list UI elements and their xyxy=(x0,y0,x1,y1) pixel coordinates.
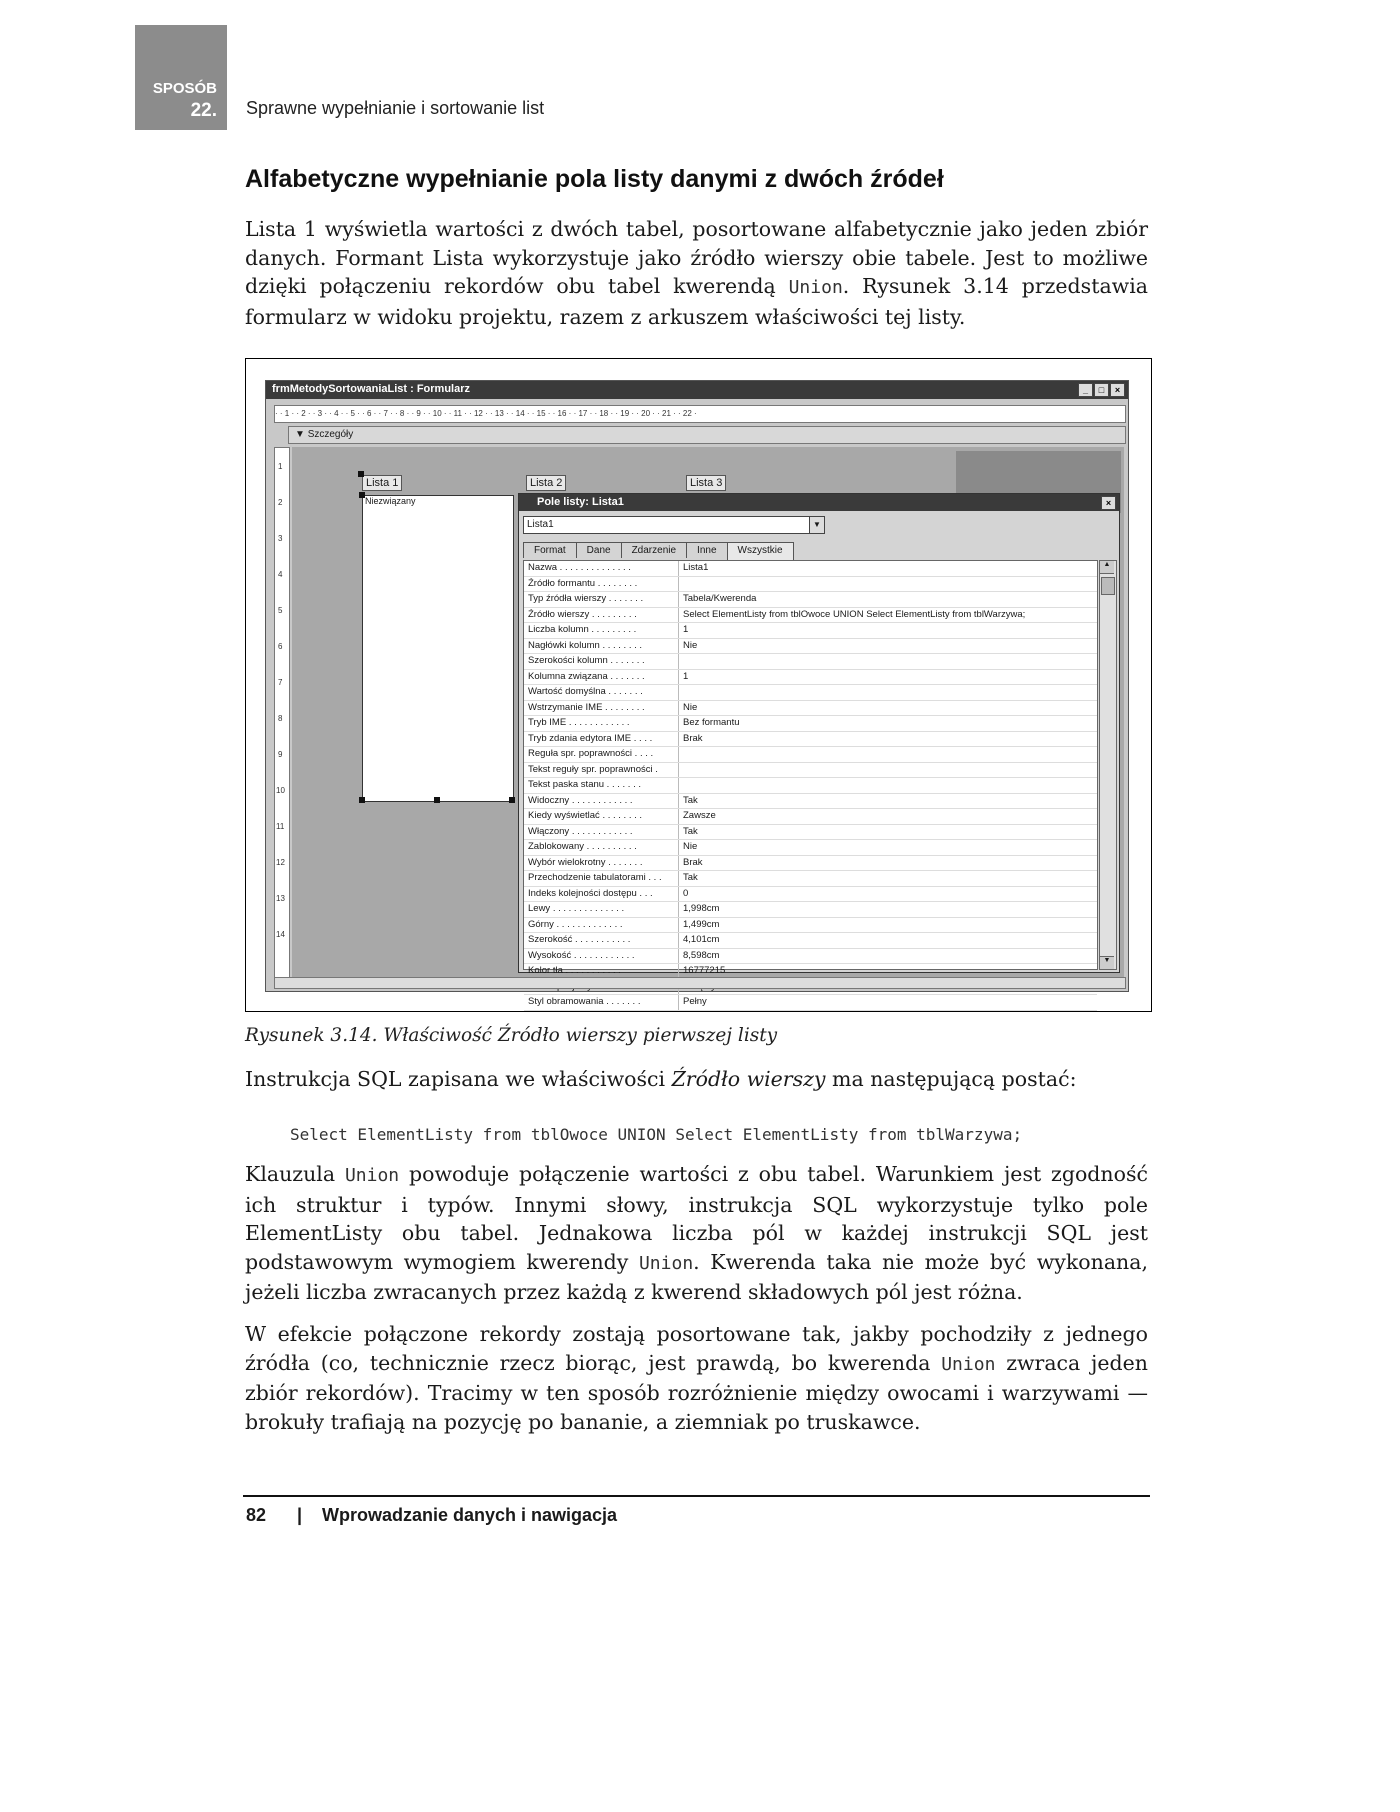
vruler-mark: 10 xyxy=(276,786,285,795)
sql-intro-text-2: ma następującą postać: xyxy=(825,1067,1077,1091)
property-row[interactable] xyxy=(524,809,1097,825)
selection-handle[interactable] xyxy=(359,492,365,498)
label-lista-2[interactable]: Lista 2 xyxy=(526,475,566,491)
property-row[interactable] xyxy=(524,918,1097,934)
property-row[interactable] xyxy=(524,701,1097,717)
object-selector[interactable] xyxy=(523,516,825,534)
tab-dane[interactable]: Dane xyxy=(576,542,622,558)
para2-text-2: powoduje połączenie wartości z obu tabel. Warunkiem jest zgodność ich struktur i typów. Innymi słowy, instrukcja SQL wykorzystuje tylko pole ElementListy obu tabel. Jednakowa liczba pól w każdej instrukcji SQL jest podstawowym wymogiem kwerendy xyxy=(245,1162,1148,1274)
property-value[interactable]: Tak xyxy=(683,872,698,883)
property-row[interactable] xyxy=(524,949,1097,965)
property-sheet-titlebar xyxy=(519,494,1119,511)
property-row[interactable] xyxy=(524,933,1097,949)
chapter-tab xyxy=(135,25,227,130)
selection-handle[interactable] xyxy=(434,797,440,803)
property-value[interactable]: 0 xyxy=(683,887,689,899)
property-name: Zablokowany . . . . . . . . . . xyxy=(524,840,679,855)
window-titlebar xyxy=(266,381,1128,399)
window-title: frmMetodySortowaniaList : Formularz xyxy=(272,383,471,395)
intro-text-2: . Rysunek 3.14 przedstawia formularz w widoku projektu, razem z arkuszem właściwości tej listy. xyxy=(245,274,1148,329)
property-row[interactable] xyxy=(524,856,1097,872)
property-row[interactable] xyxy=(524,840,1097,856)
para2-code-2: Union xyxy=(638,1252,694,1274)
property-name: Nazwa . . . . . . . . . . . . . . xyxy=(524,561,679,576)
para3-code: Union xyxy=(941,1353,996,1375)
sql-intro-text-1: Instrukcja SQL zapisana we właściwości xyxy=(245,1067,672,1091)
property-row[interactable] xyxy=(524,825,1097,841)
property-row[interactable] xyxy=(524,623,1097,639)
para2-text-3: . Kwerenda taka nie może być wykonana, jeżeli liczba zwracanych przez każdą z kwerend składowych pól jest różna. xyxy=(245,1249,1148,1304)
property-name: Górny . . . . . . . . . . . . . xyxy=(524,918,679,933)
property-name: Włączony . . . . . . . . . . . . xyxy=(524,825,679,840)
close-icon[interactable]: × xyxy=(1110,383,1125,397)
tab-label: SPOSÓB xyxy=(152,80,217,97)
property-name: Kolor tła . . . . . . . . . . . xyxy=(524,964,679,979)
property-sheet-title: Pole listy: Lista1 xyxy=(537,496,624,508)
property-value[interactable]: Select ElementListy from tblOwoce UNION Select ElementListy from tblWarzywa; xyxy=(683,608,1026,620)
footer-separator: | xyxy=(297,1505,303,1525)
property-row[interactable] xyxy=(524,592,1097,608)
tab-format[interactable]: Format xyxy=(523,542,577,558)
intro-text-1: Lista 1 wyświetla wartości z dwóch tabel, posortowane alfabetycznie jako jeden zbiór danych. Formant Lista wykorzystuje jako źródło wierszy obie tabele. Jest to możliwe dzięki połączeniu rekordów obu tabel kwerendą xyxy=(245,217,1148,298)
property-row[interactable] xyxy=(524,716,1097,732)
property-row[interactable] xyxy=(524,763,1097,779)
property-name: Kolumna związana . . . . . . . xyxy=(524,670,679,685)
property-row[interactable] xyxy=(524,685,1097,701)
footer-rule xyxy=(243,1495,1150,1497)
union-paragraph xyxy=(245,1160,1148,1307)
vruler-mark: 2 xyxy=(278,498,283,507)
property-name: Wstrzymanie IME . . . . . . . . xyxy=(524,701,679,716)
vruler-mark: 14 xyxy=(276,930,285,939)
para3-text-1: W efekcie połączone rekordy zostają posortowane tak, jakby pochodziły z jednego źródła (co, technicznie rzecz biorąc, jest prawdą, bo kwerenda xyxy=(245,1322,1148,1375)
property-row[interactable] xyxy=(524,995,1097,1011)
label-lista-1[interactable]: Lista 1 xyxy=(362,475,402,491)
figure-caption: Rysunek 3.14. Właściwość Źródło wierszy pierwszej listy xyxy=(245,1025,778,1046)
property-name: Tekst reguły spr. poprawności . xyxy=(524,763,679,778)
vruler-mark: 7 xyxy=(278,678,283,687)
vruler-mark: 3 xyxy=(278,534,283,543)
property-scrollbar[interactable] xyxy=(1099,560,1117,970)
section-label: Szczegóły xyxy=(307,429,354,440)
property-row[interactable] xyxy=(524,747,1097,763)
property-row[interactable] xyxy=(524,778,1097,794)
property-name: Nagłówki kolumn . . . . . . . . xyxy=(524,639,679,654)
property-value[interactable]: Tak xyxy=(683,794,698,806)
property-name: Wybór wielokrotny . . . . . . . xyxy=(524,856,679,871)
property-value[interactable]: Tak xyxy=(683,825,698,837)
intro-paragraph xyxy=(245,215,1148,331)
property-value[interactable]: 16777215 xyxy=(683,965,726,976)
property-value[interactable]: Tabela/Kwerenda xyxy=(683,593,757,604)
scroll-up-icon[interactable]: ▲ xyxy=(1100,561,1114,574)
object-selector-value: Lista1 xyxy=(527,519,554,530)
property-value[interactable]: 1,499cm xyxy=(683,918,720,930)
vruler-mark: 11 xyxy=(276,822,285,831)
property-name: Liczba kolumn . . . . . . . . . xyxy=(524,623,679,638)
selection-handle[interactable] xyxy=(358,471,364,477)
property-row[interactable] xyxy=(524,670,1097,686)
para3-text-2: zwraca jeden zbiór rekordów). Tracimy w ten sposób rozróżnienie między owocami i warzywami — brokuły trafiają na pozycję po bananie, a ziemniak po truskawce. xyxy=(245,1350,1148,1434)
property-name: Styl obramowania . . . . . . . xyxy=(524,995,679,1010)
property-name: Reguła spr. poprawności . . . . xyxy=(524,747,679,762)
property-row[interactable] xyxy=(524,871,1097,887)
vruler-mark: 1 xyxy=(278,462,283,471)
chevron-down-icon[interactable]: ▼ xyxy=(809,517,824,533)
sql-intro-paragraph xyxy=(245,1065,1148,1094)
property-value[interactable]: 1 xyxy=(683,670,689,682)
property-name: Tekst paska stanu . . . . . . . xyxy=(524,778,679,793)
property-value[interactable]: 1,998cm xyxy=(683,903,720,914)
section-arrow-icon: ▼ xyxy=(295,429,305,440)
property-value[interactable]: Bez formantu xyxy=(683,717,740,728)
tab-zdarzenie[interactable]: Zdarzenie xyxy=(621,542,687,558)
scroll-down-icon[interactable]: ▼ xyxy=(1100,956,1114,969)
property-name: Wartość domyślna . . . . . . . xyxy=(524,685,679,700)
horizontal-ruler: · · 1 · · 2 · · 3 · · 4 · · 5 · · 6 · · 7 · · 8 · · 9 · · 10 · · 11 · · 12 · · 13 · · 14 · · 15 · · 16 · · 17 · · 18 · · 19 · · 20 · · 21 · · 22 · xyxy=(274,405,1126,423)
vruler-mark: 8 xyxy=(278,714,283,723)
access-form-window xyxy=(265,380,1129,1007)
property-value[interactable]: 8,598cm xyxy=(683,949,720,961)
section-bar xyxy=(288,426,1126,444)
sorting-paragraph xyxy=(245,1320,1148,1436)
vruler-mark: 6 xyxy=(278,642,283,651)
property-name: Szerokość . . . . . . . . . . . xyxy=(524,933,679,948)
intro-code: Union xyxy=(788,277,843,298)
vertical-ruler xyxy=(274,447,290,979)
label-lista-3[interactable]: Lista 3 xyxy=(686,475,726,491)
property-row[interactable] xyxy=(524,732,1097,748)
property-name: Widoczny . . . . . . . . . . . . xyxy=(524,794,679,809)
maximize-icon[interactable]: □ xyxy=(1094,383,1109,397)
property-name: Wysokość . . . . . . . . . . . . xyxy=(524,949,679,964)
vruler-mark: 5 xyxy=(278,606,283,615)
property-value[interactable]: 1 xyxy=(683,624,689,635)
property-name: Szerokości kolumn . . . . . . . xyxy=(524,654,679,669)
property-sheet xyxy=(518,493,1120,1007)
property-name: Źródło wierszy . . . . . . . . . xyxy=(524,608,679,623)
property-tabs xyxy=(523,542,793,558)
selection-handle[interactable] xyxy=(359,797,365,803)
minimize-icon[interactable]: _ xyxy=(1078,383,1093,397)
sql-intro-italic: Źródło wierszy xyxy=(671,1067,826,1091)
vruler-mark: 13 xyxy=(276,894,285,903)
property-row[interactable] xyxy=(524,608,1097,624)
tab-inne[interactable]: Inne xyxy=(686,542,727,558)
horizontal-scrollbar[interactable] xyxy=(274,977,1126,989)
scroll-thumb[interactable] xyxy=(1101,577,1115,595)
vruler-mark: 12 xyxy=(276,858,285,867)
property-value[interactable]: Nie xyxy=(683,639,698,651)
listbox-lista1[interactable] xyxy=(362,495,514,802)
tab-number: 22. xyxy=(190,100,217,121)
property-value[interactable]: Lista1 xyxy=(683,562,709,573)
listbox-placeholder: Niezwiązany xyxy=(365,496,416,506)
property-value[interactable]: Brak xyxy=(683,856,703,868)
property-value[interactable]: Zawsze xyxy=(683,810,716,821)
property-value[interactable]: Pełny xyxy=(683,996,707,1007)
property-value[interactable]: Nie xyxy=(683,701,698,713)
property-name: Tryb IME . . . . . . . . . . . . xyxy=(524,716,679,731)
property-name: Przechodzenie tabulatorami . . . xyxy=(524,871,679,886)
tab-wszystkie[interactable]: Wszystkie xyxy=(727,542,794,561)
footer-chapter-title: Wprowadzanie danych i nawigacja xyxy=(322,1505,618,1525)
property-value[interactable]: 4,101cm xyxy=(683,934,720,945)
property-value[interactable]: Brak xyxy=(683,732,703,744)
property-name: Źródło formantu . . . . . . . . xyxy=(524,577,679,592)
page-number: 82 xyxy=(246,1505,267,1525)
property-row[interactable] xyxy=(524,577,1097,593)
property-row[interactable] xyxy=(524,902,1097,918)
property-name: Lewy . . . . . . . . . . . . . . xyxy=(524,902,679,917)
para2-code-1: Union xyxy=(344,1165,400,1186)
property-name: Typ źródła wierszy . . . . . . . xyxy=(524,592,679,607)
property-row[interactable] xyxy=(524,561,1097,577)
vruler-mark: 4 xyxy=(278,570,283,579)
property-name: Indeks kolejności dostępu . . . xyxy=(524,887,679,902)
property-row[interactable] xyxy=(524,639,1097,655)
property-row[interactable] xyxy=(524,654,1097,670)
property-name: Kiedy wyświetlać . . . . . . . . xyxy=(524,809,679,824)
vruler-mark: 9 xyxy=(278,750,283,759)
para2-text-1: Klauzula xyxy=(245,1162,345,1186)
property-value[interactable]: Nie xyxy=(683,841,698,852)
property-name: Tryb zdania edytora IME . . . . xyxy=(524,732,679,747)
property-grid xyxy=(523,560,1098,1007)
section-title: Alfabetyczne wypełnianie pola listy danymi z dwóch źródeł xyxy=(245,165,944,193)
running-title: Sprawne wypełnianie i sortowanie list xyxy=(246,98,545,118)
property-row[interactable] xyxy=(524,887,1097,903)
sql-code-line: Select ElementListy from tblOwoce UNION Select ElementListy from tblWarzywa; xyxy=(290,1125,1023,1144)
selection-handle[interactable] xyxy=(509,797,515,803)
property-row[interactable] xyxy=(524,794,1097,810)
property-close-icon[interactable]: × xyxy=(1101,496,1116,510)
